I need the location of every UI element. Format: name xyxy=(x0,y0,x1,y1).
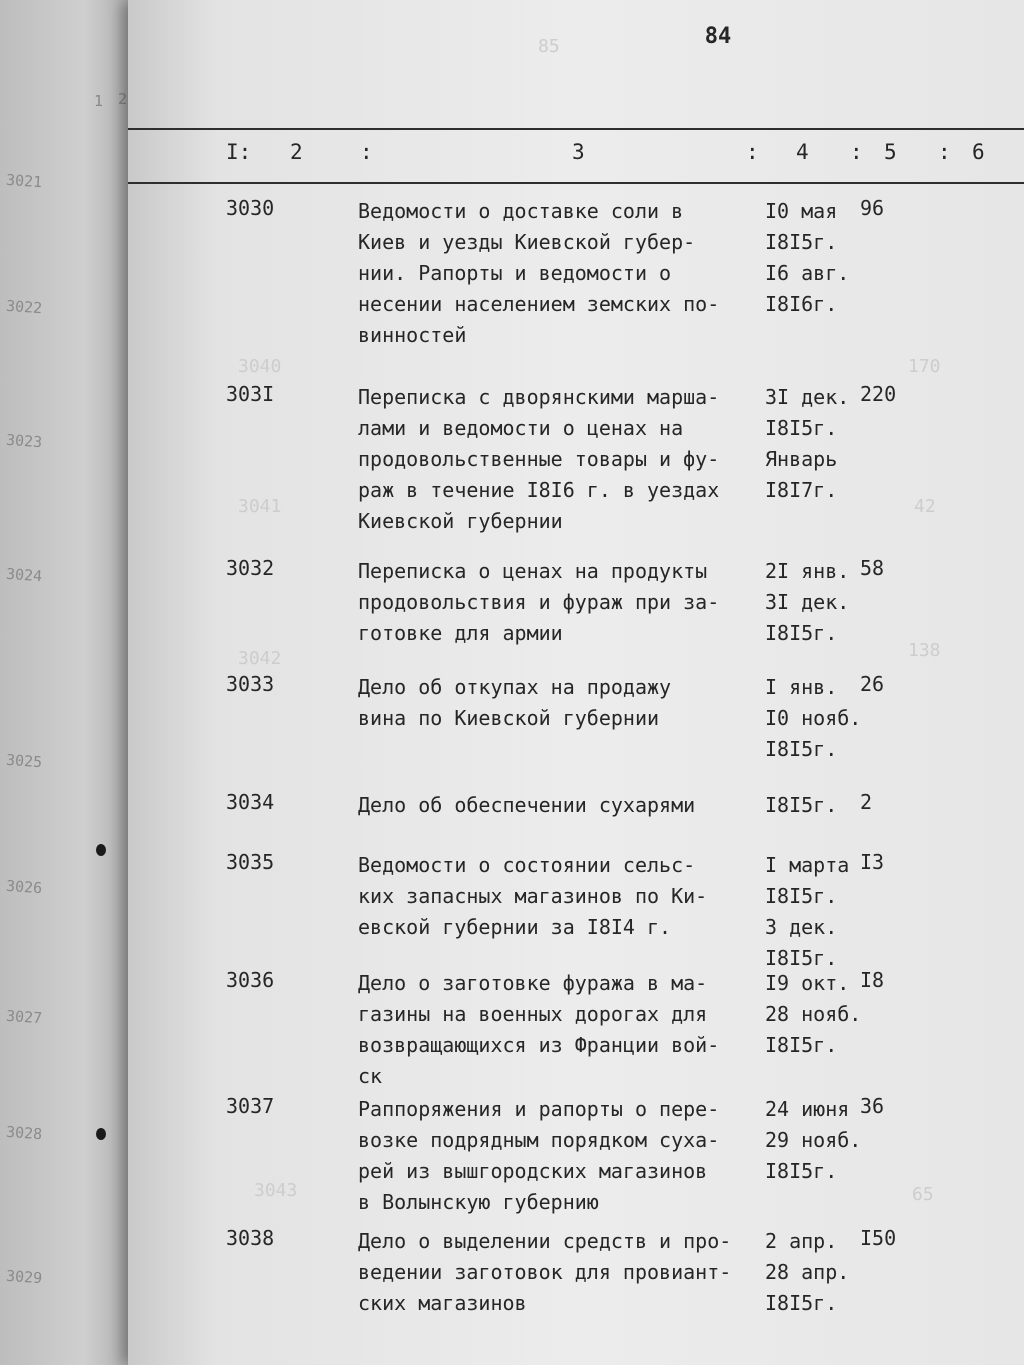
entry-date-line: 29 нояб. xyxy=(765,1128,862,1152)
entry-date-line: I марта xyxy=(765,853,850,877)
entry-number: 3036 xyxy=(226,968,275,992)
entry-sheets: 58 xyxy=(860,556,885,580)
entry-title-line: евской губернии за I8I4 г. xyxy=(358,915,672,939)
entry-date-line: 28 апр. xyxy=(765,1260,850,1284)
entry-title-line: Киевской губернии xyxy=(358,509,563,533)
entry-number: 3038 xyxy=(226,1226,275,1250)
header-col2: 2 xyxy=(290,140,303,164)
entry-date-line: I8I5г. xyxy=(765,793,838,817)
entry-title xyxy=(358,672,758,734)
entry-number: 3032 xyxy=(226,556,275,580)
entry-title xyxy=(358,1226,758,1319)
header-col4: 4 xyxy=(796,140,809,164)
header-separator: : xyxy=(938,140,951,164)
entry-title-line: Дело об откупах на продажу xyxy=(358,675,672,699)
entry-date-line: I8I5г. xyxy=(765,884,838,908)
entry-sheets: 36 xyxy=(860,1094,885,1118)
entry-sheets: I3 xyxy=(860,850,885,874)
entry-date-line: I6 авг. xyxy=(765,261,850,285)
entry-title-line: несении населением земских по- xyxy=(358,292,720,316)
entry-title-line: Дело о заготовке фуража в ма- xyxy=(358,971,708,995)
entry-dates xyxy=(765,1226,870,1319)
bleed-value: 138 xyxy=(908,640,941,661)
entry-date-line: I8I5г. xyxy=(765,621,838,645)
entry-date-line: I8I5г. xyxy=(765,946,838,970)
bleed-value: 42 xyxy=(914,496,936,517)
bleed-value: 65 xyxy=(912,1184,934,1205)
facing-row-number: 3021 xyxy=(5,170,43,192)
entry-date-line: 24 июня xyxy=(765,1097,850,1121)
entry-date-line: I8I5г. xyxy=(765,1159,838,1183)
entry-number: 3034 xyxy=(226,790,275,814)
entry-dates xyxy=(765,1094,870,1187)
header-col3: 3 xyxy=(572,140,585,164)
entry-title xyxy=(358,196,758,351)
entry-date-line: Январь xyxy=(765,447,838,471)
header-separator: : xyxy=(746,140,759,164)
entry-date-line: I0 мая xyxy=(765,199,838,223)
entry-date-line: 28 нояб. xyxy=(765,1002,862,1026)
entry-sheets: 220 xyxy=(860,382,897,406)
entry-title-line: Ведомости о состоянии сельс- xyxy=(358,853,696,877)
document-page xyxy=(128,0,1024,1365)
entry-title-line: рей из вышгородских магазинов xyxy=(358,1159,708,1183)
entry-title-line: продовольственные товары и фу- xyxy=(358,447,720,471)
entry-title-line: Переписка с дворянскими марша- xyxy=(358,385,720,409)
entry-dates xyxy=(765,850,870,974)
entry-dates xyxy=(765,556,870,649)
facing-row-number: 3028 xyxy=(5,1122,43,1144)
entry-dates xyxy=(765,672,870,765)
facing-row-number: 3027 xyxy=(5,1006,43,1028)
entry-date-line: I8I5г. xyxy=(765,416,838,440)
entry-date-line: 2I янв. xyxy=(765,559,850,583)
entry-number: 3037 xyxy=(226,1094,275,1118)
entry-date-line: I0 нояб. xyxy=(765,706,862,730)
facing-row-number: 3022 xyxy=(5,296,43,318)
entry-sheets: I8 xyxy=(860,968,885,992)
entry-title xyxy=(358,1094,758,1218)
facing-header-number: 1 xyxy=(94,92,104,110)
entry-date-line: I8I6г. xyxy=(765,292,838,316)
binding-hole xyxy=(96,1128,106,1140)
entry-date-line: I8I5г. xyxy=(765,1291,838,1315)
entry-sheets: I50 xyxy=(860,1226,897,1250)
entry-title xyxy=(358,382,758,537)
table-header xyxy=(128,128,1024,184)
entry-number: 3030 xyxy=(226,196,275,220)
entry-title-line: Раппоряжения и рапорты о пере- xyxy=(358,1097,720,1121)
entry-dates xyxy=(765,382,870,506)
bleed-value: 170 xyxy=(908,356,941,377)
facing-header-number: 2 xyxy=(118,90,128,108)
entry-title-line: Ведомости о доставке соли в xyxy=(358,199,684,223)
header-col6: 6 xyxy=(972,140,985,164)
entry-number: 3033 xyxy=(226,672,275,696)
entry-title-line: винностей xyxy=(358,323,467,347)
entry-title-line: готовке для армии xyxy=(358,621,563,645)
header-col5: 5 xyxy=(884,140,897,164)
facing-row-number: 3023 xyxy=(5,430,43,452)
bleed-row-number: 3040 xyxy=(238,356,282,377)
entry-date-line: I янв. xyxy=(765,675,838,699)
entry-date-line: I8I5г. xyxy=(765,230,838,254)
bleed-row-number: 3043 xyxy=(254,1180,298,1201)
entry-date-line: I8I5г. xyxy=(765,1033,838,1057)
entry-title-line: нии. Рапорты и ведомости о xyxy=(358,261,672,285)
entry-title-line: ских магазинов xyxy=(358,1291,527,1315)
entry-sheets: 2 xyxy=(860,790,873,814)
entry-title-line: ведении заготовок для провиант- xyxy=(358,1260,732,1284)
bleed-row-number: 3042 xyxy=(238,648,282,669)
entry-dates xyxy=(765,790,873,821)
entry-title-line: ких запасных магазинов по Ки- xyxy=(358,884,708,908)
entry-title-line: вина по Киевской губернии xyxy=(358,706,660,730)
entry-title-line: Киев и уезды Киевской губер- xyxy=(358,230,696,254)
entry-title xyxy=(358,790,758,821)
bleed-row-number: 3041 xyxy=(238,496,282,517)
facing-row-number: 3024 xyxy=(5,564,43,586)
entry-date-line: 2 апр. xyxy=(765,1229,838,1253)
facing-row-number: 3029 xyxy=(5,1266,43,1288)
facing-row-number: 3025 xyxy=(5,750,43,772)
entry-title xyxy=(358,850,758,943)
entry-date-line: 3I дек. xyxy=(765,385,850,409)
facing-page xyxy=(0,0,140,1365)
entry-date-line: 3 дек. xyxy=(765,915,838,939)
entry-date-line: 3I дек. xyxy=(765,590,850,614)
entry-sheets: 26 xyxy=(860,672,885,696)
entry-number: 3035 xyxy=(226,850,275,874)
facing-row-number: 3026 xyxy=(5,876,43,898)
bleed-page-number: 85 xyxy=(538,36,560,57)
entry-title-line: Дело об обеспечении сухарями xyxy=(358,793,696,817)
entry-title-line: Дело о выделении средств и про- xyxy=(358,1229,732,1253)
entry-dates xyxy=(765,968,870,1061)
entry-title-line: возвращающихся из Франции вой- xyxy=(358,1033,720,1057)
entry-title-line: в Волынскую губернию xyxy=(358,1190,599,1214)
binding-hole xyxy=(96,844,106,856)
entry-title-line: лами и ведомости о ценах на xyxy=(358,416,684,440)
entry-title-line: ск xyxy=(358,1064,383,1088)
header-col1: I: xyxy=(226,140,252,164)
header-separator: : xyxy=(850,140,863,164)
entry-date-line: I8I5г. xyxy=(765,737,838,761)
entry-date-line: I8I7г. xyxy=(765,478,838,502)
entry-dates xyxy=(765,196,870,320)
entry-title-line: газины на военных дорогах для xyxy=(358,1002,708,1026)
entry-title-line: раж в течение I8I6 г. в уездах xyxy=(358,478,720,502)
entry-number: 303I xyxy=(226,382,275,406)
entry-title-line: возке подрядным порядком суха- xyxy=(358,1128,720,1152)
page-number: 84 xyxy=(704,24,732,49)
entry-sheets: 96 xyxy=(860,196,885,220)
entry-title-line: продовольствия и фураж при за- xyxy=(358,590,720,614)
entry-title-line: Переписка о ценах на продукты xyxy=(358,559,708,583)
entry-title xyxy=(358,556,758,649)
entry-title xyxy=(358,968,758,1092)
entry-date-line: I9 окт. xyxy=(765,971,850,995)
header-separator: : xyxy=(360,140,373,164)
